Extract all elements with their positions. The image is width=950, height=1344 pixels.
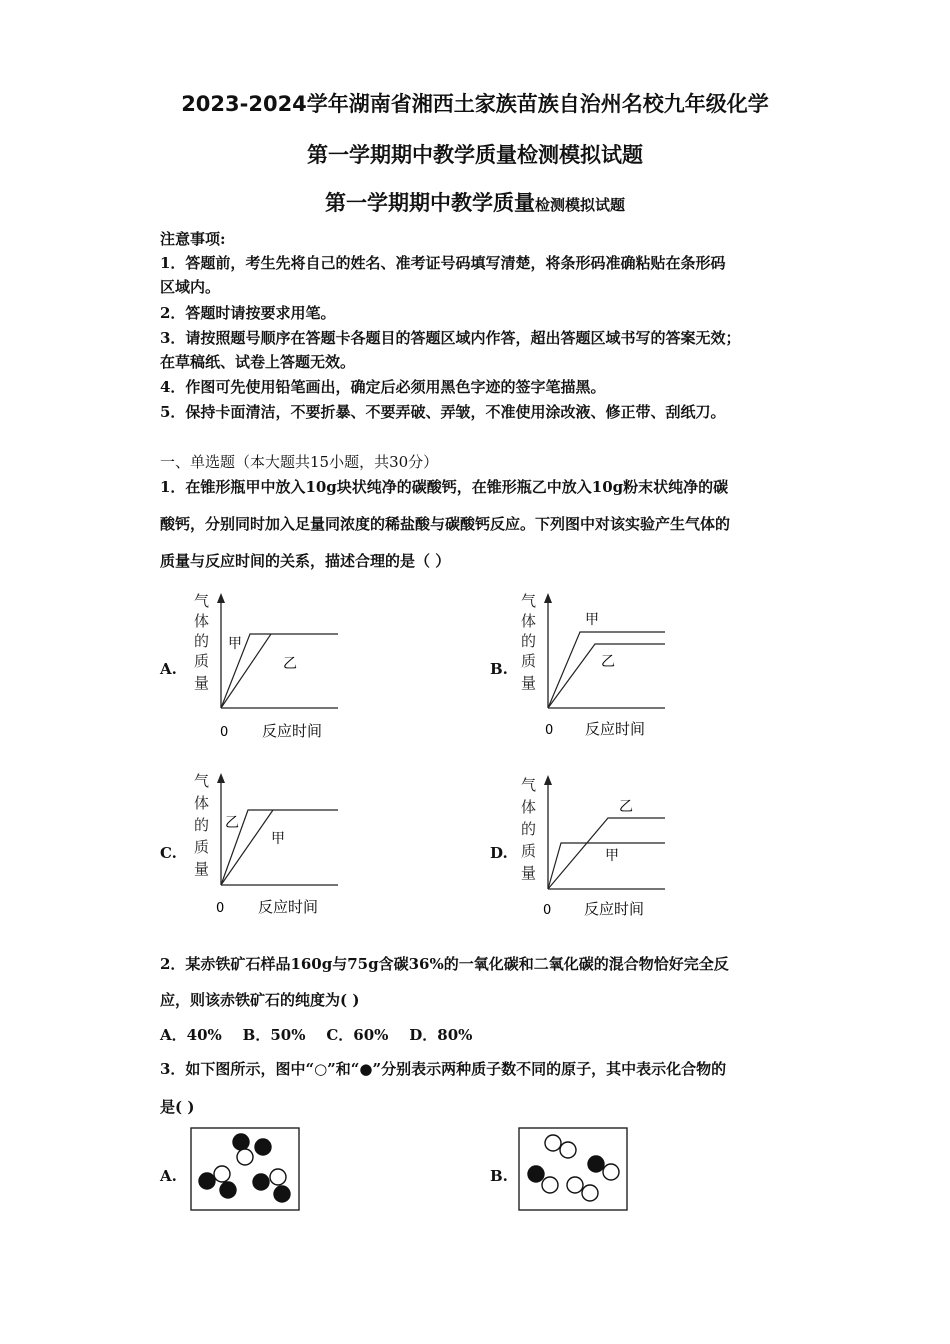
q1-text: 1．在锥形瓶甲中放入10g块状纯净的碳酸钙，在锥形瓶乙中放入10g粉末状纯净的碳 [160,478,729,496]
line-1-label: 甲 [228,636,242,652]
notes-heading: 注意事项: [160,230,226,248]
ylabel-char: 质 [194,652,210,670]
black-atom [255,1139,271,1155]
title-line-1: 2023-2024学年湖南省湘西土家族苗族自治州名校九年级化学 [181,92,769,116]
ylabel-char: 气 [194,772,210,790]
notes-line: 3．请按照题号顺序在答题卡各题目的答题区域内作答，超出答题区域书写的答案无效； [160,329,741,347]
white-atom [270,1169,286,1185]
q1-graph-c [188,770,348,930]
notes-line: 1．答题前，考生先将自己的姓名、准考证号码填写清楚，将条形码准确粘贴在条形码 [160,254,726,272]
ylabel-char: 体 [194,612,210,630]
ylabel-char: 的 [194,632,210,650]
black-atom [588,1156,604,1172]
line-2-label: 甲 [605,848,619,864]
x-axis-label: 反应时间 [258,898,319,916]
notes-line: 区域内。 [160,278,221,296]
q2-options: A．40% B．50% C．60% D．80% [160,1026,473,1044]
ylabel-char: 量 [194,674,210,692]
ylabel-char: 质 [521,652,537,670]
line-1-label: 乙 [225,815,239,831]
q2-text: 2．某赤铁矿石样品160g与75g含碳36%的一氧化碳和二氧化碳的混合物恰好完全反 [160,955,729,973]
ylabel-char: 量 [521,674,537,692]
origin-label: 0 [545,723,554,738]
line-1-label: 乙 [619,799,633,815]
black-atom [528,1166,544,1182]
q1-graph-a [188,590,348,750]
title-line-2: 第一学期期中教学质量检测模拟试题 [307,143,643,167]
q3-text: 是( ) [160,1098,195,1116]
ylabel-char: 体 [521,612,537,630]
ylabel-char: 的 [521,820,537,838]
black-atom [274,1186,290,1202]
white-atom [603,1164,619,1180]
q3-text: 3．如下图所示，图中“○”和“●”分别表示两种质子数不同的原子，其中表示化合物的 [160,1060,727,1078]
black-atom [253,1174,269,1190]
q1-text: 质量与反应时间的关系，描述合理的是（ ） [160,552,451,570]
q1-graph-d [515,770,675,930]
notes-line: 2．答题时请按要求用笔。 [160,304,336,322]
ylabel-char: 体 [194,794,210,812]
ylabel-char: 气 [194,592,210,610]
ylabel-char: 体 [521,798,537,816]
black-atom [233,1134,249,1150]
black-atom [220,1182,236,1198]
white-atom [560,1142,576,1158]
ylabel-char: 气 [521,776,537,794]
ylabel-char: 的 [194,816,210,834]
q1-text: 酸钙，分别同时加入足量同浓度的稀盐酸与碳酸钙反应。下列图中对该实验产生气体的 [160,515,731,533]
origin-label: 0 [543,903,552,918]
q1-option-c-label: C. [160,844,177,862]
white-atom [542,1177,558,1193]
q3-diagram-b [518,1127,630,1213]
ylabel-char: 质 [194,838,210,856]
white-atom [214,1166,230,1182]
ylabel-char: 量 [521,864,537,882]
q1-option-b-label: B. [490,660,508,678]
q3-option-b-label: B. [490,1167,508,1185]
notes-line: 5．保持卡面清洁，不要折暴、不要弄破、弄皱，不准使用涂改液、修正带、刮纸刀。 [160,403,726,421]
origin-label: 0 [220,725,229,740]
x-axis-label: 反应时间 [585,720,646,738]
line-2-label: 乙 [283,656,297,672]
q1-graph-b [515,590,675,750]
q1-option-d-label: D. [490,844,508,862]
white-atom [545,1135,561,1151]
title-line-3-small: 检测模拟试题 [534,196,625,214]
section-heading: 一、单选题（本大题共15小题，共30分） [160,453,439,471]
white-atom [582,1185,598,1201]
white-atom [237,1149,253,1165]
y-axis-arrow [544,593,552,603]
y-axis-arrow [217,593,225,603]
origin-label: 0 [216,901,225,916]
x-axis-label: 反应时间 [262,722,323,740]
title-line-3 [0,187,950,217]
notes-line: 在草稿纸、试卷上答题无效。 [160,353,356,371]
x-axis-label: 反应时间 [584,900,645,918]
q3-option-a-label: A. [160,1167,177,1185]
q2-text: 应，则该赤铁矿石的纯度为( ) [160,991,360,1009]
line-1-label: 甲 [585,612,599,628]
q1-option-a-label: A. [160,660,177,678]
line-2-label: 甲 [271,831,285,847]
notes-line: 4．作图可先使用铅笔画出，确定后必须用黑色字迹的签字笔描黑。 [160,378,606,396]
ylabel-char: 气 [521,592,537,610]
ylabel-char: 的 [521,632,537,650]
y-axis-arrow [217,773,225,783]
y-axis-arrow [544,775,552,785]
title-line-3-big: 第一学期期中教学质量 [324,191,535,215]
black-atom [199,1173,215,1189]
line-2-label: 乙 [601,654,615,670]
white-atom [567,1177,583,1193]
ylabel-char: 量 [194,860,210,878]
q3-diagram-a [190,1127,302,1213]
ylabel-char: 质 [521,842,537,860]
